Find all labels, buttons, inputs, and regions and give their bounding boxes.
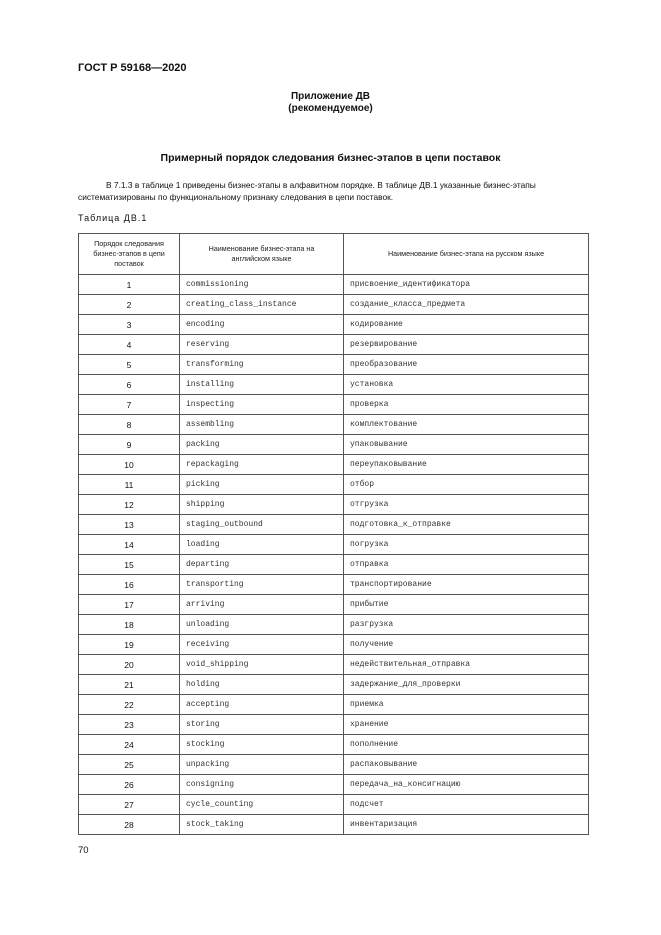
row-english-cell: consigning: [180, 775, 344, 795]
row-russian-cell: подсчет: [344, 795, 589, 815]
row-order-cell: 24: [79, 735, 180, 755]
table-row: [79, 355, 589, 375]
table-row: [79, 675, 589, 695]
table-row: [79, 475, 589, 495]
row-english-cell: packing: [180, 435, 344, 455]
table-row: [79, 495, 589, 515]
row-order-cell: 13: [79, 515, 180, 535]
row-english-cell: encoding: [180, 315, 344, 335]
row-order-cell: 10: [79, 455, 180, 475]
table-row: [79, 775, 589, 795]
appendix-title: Приложение ДВ: [290, 91, 371, 102]
row-english-cell: holding: [180, 675, 344, 695]
row-order-cell: 4: [79, 335, 180, 355]
table-row: [79, 755, 589, 775]
row-english-cell: loading: [180, 535, 344, 555]
row-russian-cell: погрузка: [344, 535, 589, 555]
row-order-cell: 25: [79, 755, 180, 775]
table-row: [79, 595, 589, 615]
row-english-cell: cycle_counting: [180, 795, 344, 815]
standard-designation: ГОСТ Р 59168—2020: [78, 62, 187, 74]
row-russian-cell: недействительная_отправка: [344, 655, 589, 675]
table-title: Таблица ДВ.1: [78, 213, 148, 223]
table-row: [79, 295, 589, 315]
row-english-cell: installing: [180, 375, 344, 395]
row-order-cell: 28: [79, 815, 180, 835]
row-russian-cell: задержание_для_проверки: [344, 675, 589, 695]
header-russian-name: Наименование бизнес-этапа на русском языке: [344, 234, 589, 275]
row-russian-cell: комплектование: [344, 415, 589, 435]
row-russian-cell: установка: [344, 375, 589, 395]
table-row: [79, 455, 589, 475]
table-row: [79, 715, 589, 735]
row-russian-cell: распаковывание: [344, 755, 589, 775]
row-order-cell: 26: [79, 775, 180, 795]
row-russian-cell: отправка: [344, 555, 589, 575]
table-header-row: [79, 234, 589, 275]
row-order-cell: 1: [79, 275, 180, 295]
table-row: [79, 415, 589, 435]
row-order-cell: 27: [79, 795, 180, 815]
row-order-cell: 11: [79, 475, 180, 495]
row-english-cell: picking: [180, 475, 344, 495]
row-english-cell: departing: [180, 555, 344, 575]
table-row: [79, 695, 589, 715]
row-english-cell: repackaging: [180, 455, 344, 475]
row-english-cell: inspecting: [180, 395, 344, 415]
section-heading: Примерный порядок следования бизнес-этапов в цепи поставок: [160, 152, 501, 164]
row-english-cell: receiving: [180, 635, 344, 655]
row-english-cell: unloading: [180, 615, 344, 635]
table-row: [79, 275, 589, 295]
table-row: [79, 735, 589, 755]
row-english-cell: arriving: [180, 595, 344, 615]
table-body: [79, 275, 589, 835]
row-russian-cell: отбор: [344, 475, 589, 495]
table-row: [79, 795, 589, 815]
table-row: [79, 315, 589, 335]
row-order-cell: 17: [79, 595, 180, 615]
row-order-cell: 23: [79, 715, 180, 735]
row-russian-cell: прибытие: [344, 595, 589, 615]
table-row: [79, 435, 589, 455]
row-order-cell: 20: [79, 655, 180, 675]
row-russian-cell: пополнение: [344, 735, 589, 755]
row-order-cell: 16: [79, 575, 180, 595]
row-russian-cell: инвентаризация: [344, 815, 589, 835]
row-english-cell: stocking: [180, 735, 344, 755]
table-row: [79, 335, 589, 355]
row-russian-cell: получение: [344, 635, 589, 655]
appendix-type: (рекомендуемое): [288, 103, 373, 114]
row-order-cell: 5: [79, 355, 180, 375]
table-row: [79, 555, 589, 575]
table-row: [79, 615, 589, 635]
row-english-cell: stock_taking: [180, 815, 344, 835]
row-english-cell: staging_outbound: [180, 515, 344, 535]
row-english-cell: commissioning: [180, 275, 344, 295]
row-english-cell: reserving: [180, 335, 344, 355]
table-row: [79, 815, 589, 835]
row-english-cell: transporting: [180, 575, 344, 595]
row-order-cell: 19: [79, 635, 180, 655]
row-russian-cell: создание_класса_предмета: [344, 295, 589, 315]
row-russian-cell: кодирование: [344, 315, 589, 335]
row-order-cell: 22: [79, 695, 180, 715]
row-english-cell: accepting: [180, 695, 344, 715]
row-order-cell: 14: [79, 535, 180, 555]
table-row: [79, 515, 589, 535]
row-russian-cell: отгрузка: [344, 495, 589, 515]
row-english-cell: creating_class_instance: [180, 295, 344, 315]
header-english-name: Наименование бизнес-этапа на английском языке: [180, 234, 344, 275]
row-russian-cell: транспортирование: [344, 575, 589, 595]
row-english-cell: shipping: [180, 495, 344, 515]
row-russian-cell: передача_на_консигнацию: [344, 775, 589, 795]
header-order: Порядок следования бизнес-этапов в цепи поставок: [79, 234, 180, 275]
row-english-cell: unpacking: [180, 755, 344, 775]
row-english-cell: storing: [180, 715, 344, 735]
row-russian-cell: хранение: [344, 715, 589, 735]
table-row: [79, 575, 589, 595]
table-row: [79, 535, 589, 555]
appendix-header: [0, 91, 661, 115]
row-russian-cell: упаковывание: [344, 435, 589, 455]
row-russian-cell: подготовка_к_отправке: [344, 515, 589, 535]
table-row: [79, 655, 589, 675]
row-russian-cell: присвоение_идентификатора: [344, 275, 589, 295]
table-row: [79, 395, 589, 415]
row-russian-cell: преобразование: [344, 355, 589, 375]
page-number: 70: [78, 845, 89, 856]
row-russian-cell: приемка: [344, 695, 589, 715]
row-order-cell: 9: [79, 435, 180, 455]
row-english-cell: assembling: [180, 415, 344, 435]
row-english-cell: transforming: [180, 355, 344, 375]
row-order-cell: 2: [79, 295, 180, 315]
row-order-cell: 7: [79, 395, 180, 415]
row-russian-cell: разгрузка: [344, 615, 589, 635]
table-row: [79, 375, 589, 395]
row-russian-cell: проверка: [344, 395, 589, 415]
intro-paragraph: В 7.1.3 в таблице 1 приведены бизнес-этапы в алфавитном порядке. В таблице ДВ.1 указанные бизнес-этапы систематизированы по функциональному признаку следования в цепи поставок.: [78, 180, 536, 202]
row-order-cell: 18: [79, 615, 180, 635]
row-order-cell: 21: [79, 675, 180, 695]
row-russian-cell: резервирование: [344, 335, 589, 355]
row-order-cell: 12: [79, 495, 180, 515]
business-stages-table: [78, 233, 589, 835]
row-order-cell: 6: [79, 375, 180, 395]
row-english-cell: void_shipping: [180, 655, 344, 675]
row-order-cell: 8: [79, 415, 180, 435]
row-order-cell: 3: [79, 315, 180, 335]
table-row: [79, 635, 589, 655]
row-russian-cell: переупаковывание: [344, 455, 589, 475]
row-order-cell: 15: [79, 555, 180, 575]
